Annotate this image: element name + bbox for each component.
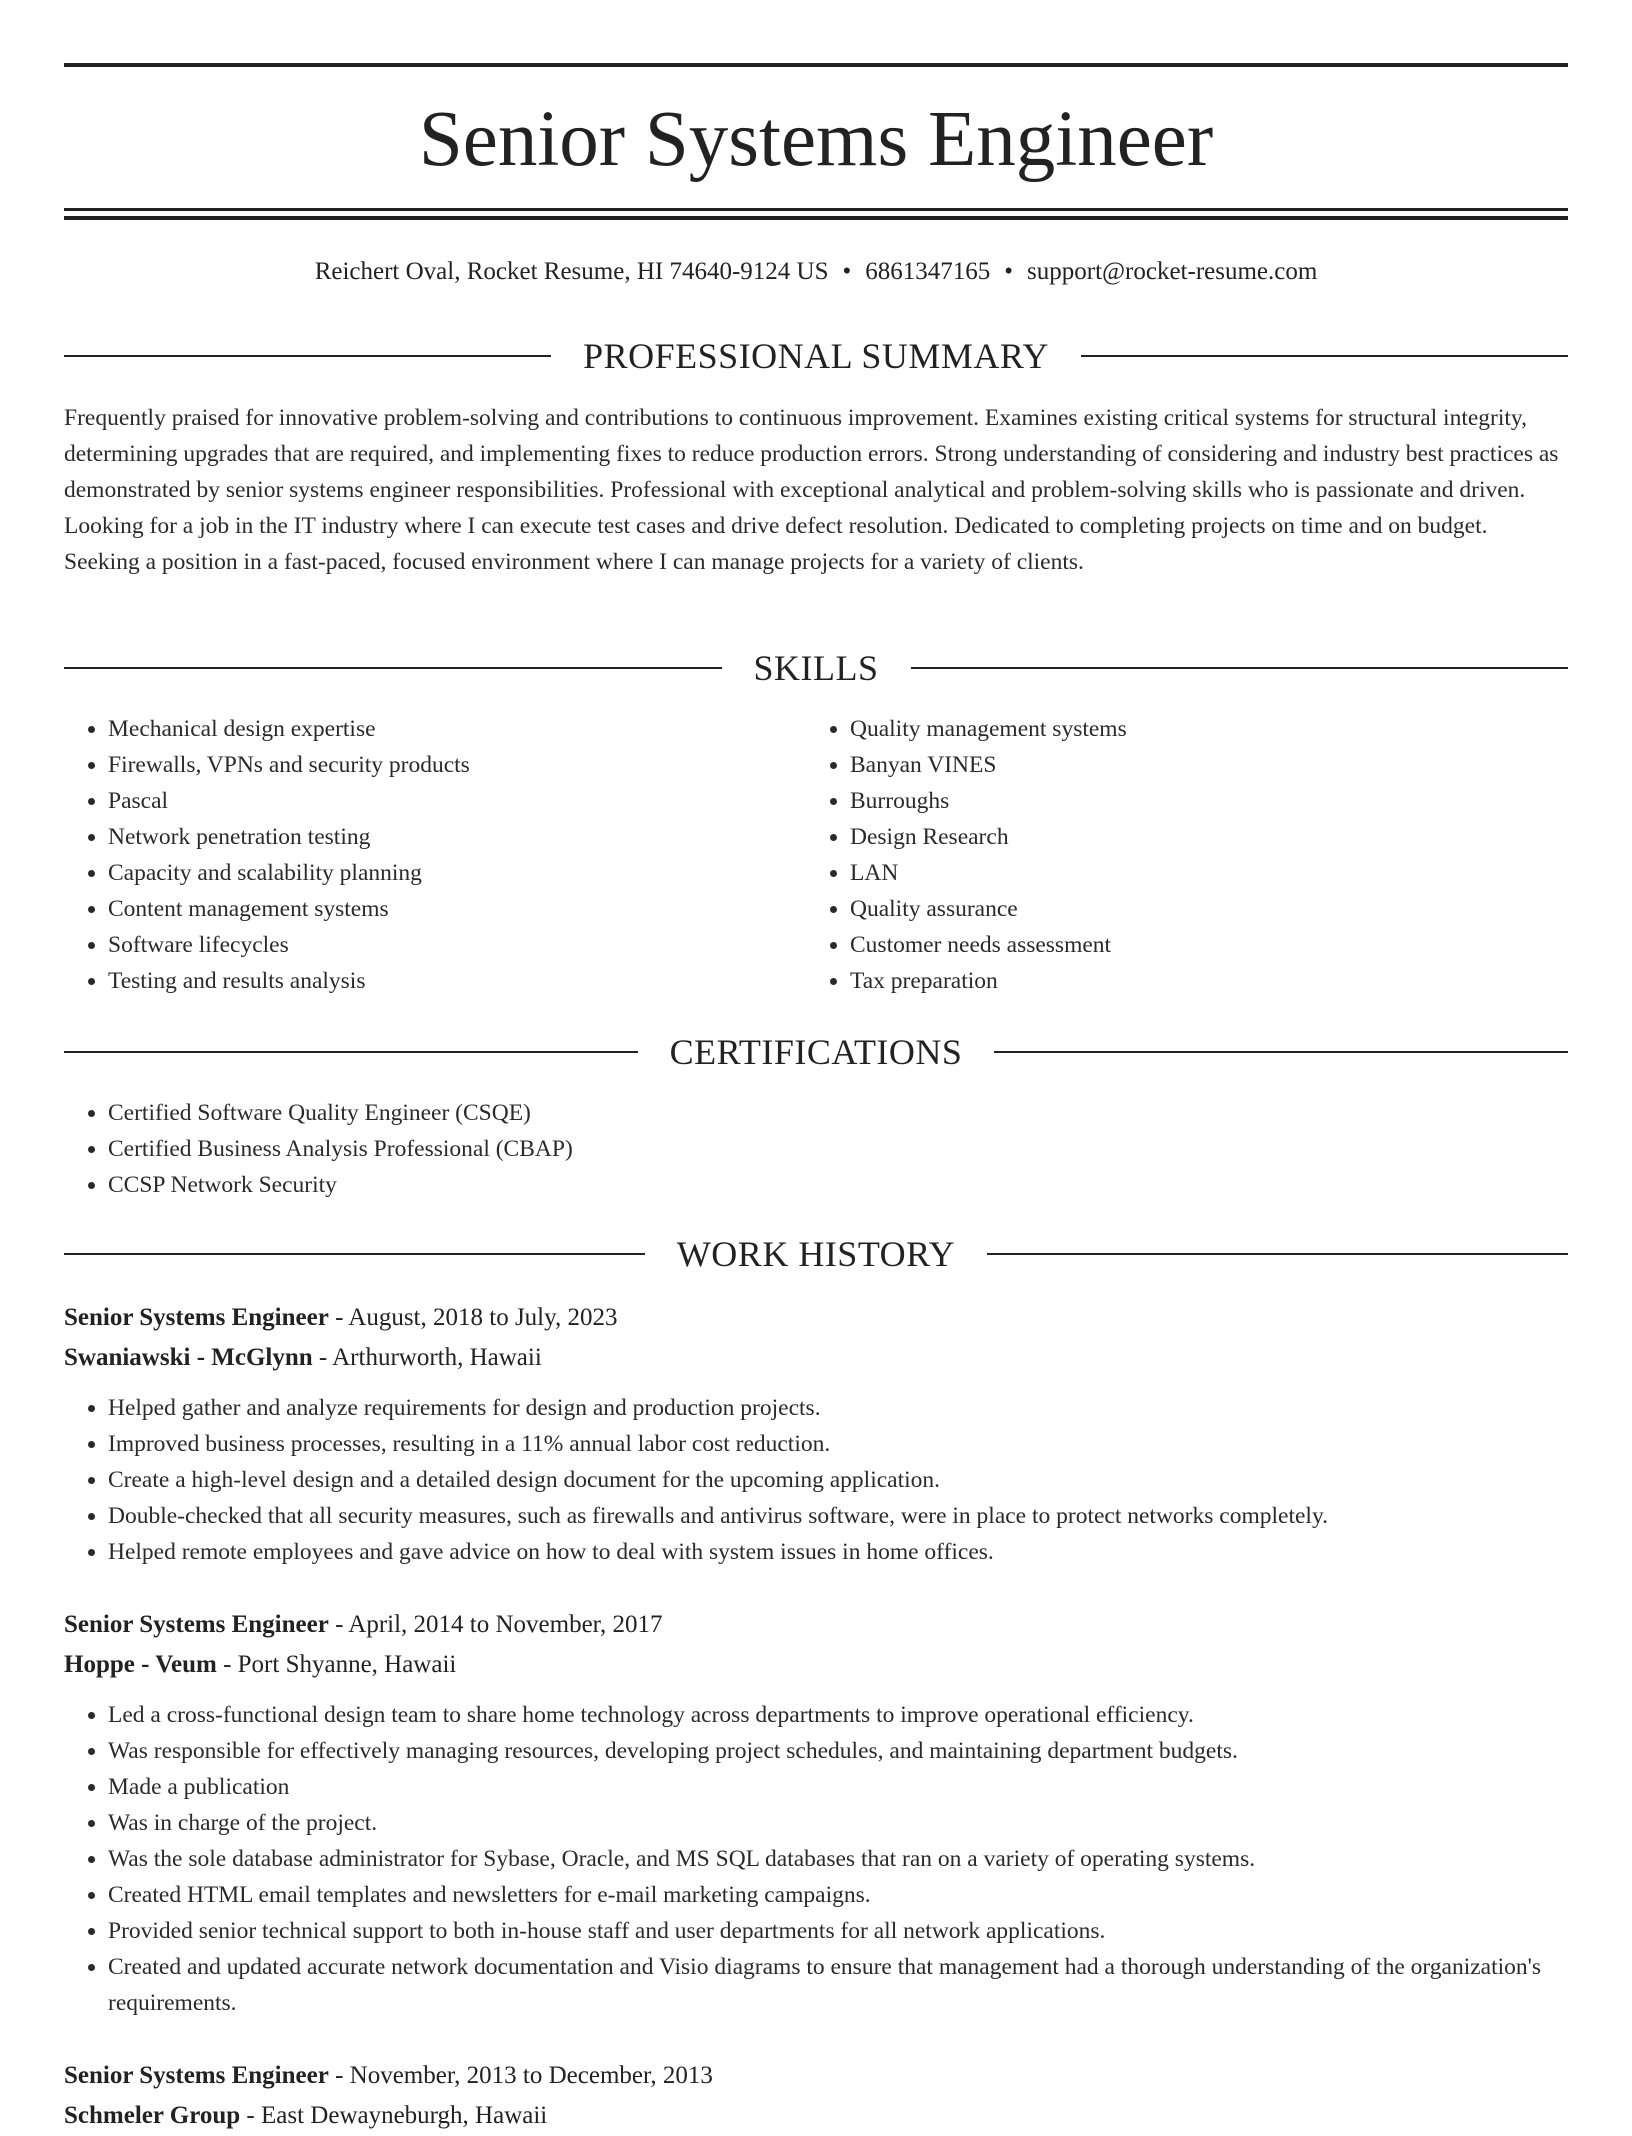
skills-column-right xyxy=(806,711,1546,999)
job-bullet: • Was in charge of the project. xyxy=(108,1805,1568,1841)
job-entry xyxy=(64,1298,1568,1570)
summary-heading-title: PROFESSIONAL SUMMARY xyxy=(583,336,1049,376)
contact-phone: 6861347165 xyxy=(865,258,991,285)
certification-item: • CCSP Network Security xyxy=(108,1167,1568,1203)
summary-heading xyxy=(64,334,1568,378)
job-title-line xyxy=(64,2056,1568,2096)
top-rule xyxy=(64,63,1568,67)
job-location: - East Dewayneburgh, Hawaii xyxy=(240,2102,548,2129)
heading-rule xyxy=(987,1253,1568,1255)
job-company-line xyxy=(64,2096,1568,2136)
job-bullet: • Created HTML email templates and newsletters for e-mail marketing campaigns. xyxy=(108,1877,1568,1913)
skill-item: • Capacity and scalability planning xyxy=(108,855,804,891)
job-bullet: • Created and updated accurate network documentation and Visio diagrams to ensure that management had a thorough understanding of the organization's requirements. xyxy=(108,1949,1568,2021)
job-title-line xyxy=(64,1298,1568,1338)
skill-item: • Content management systems xyxy=(108,891,804,927)
job-bullet: • Provided senior technical support to both in-house staff and user departments for all network applications. xyxy=(108,1913,1568,1949)
job-location: - Arthurworth, Hawaii xyxy=(312,1344,542,1371)
job-entry xyxy=(64,2056,1568,2136)
job-company-line xyxy=(64,1338,1568,1378)
contact-email: support@rocket-resume.com xyxy=(1027,258,1318,285)
certification-item: • Certified Software Quality Engineer (CSQE) xyxy=(108,1095,1568,1131)
job-bullet: • Made a publication xyxy=(108,1769,1568,1805)
job-company: Schmeler Group xyxy=(64,2102,241,2129)
heading-rule xyxy=(64,667,722,669)
skill-item: • Design Research xyxy=(850,819,1546,855)
job-bullet: • Was the sole database administrator for Sybase, Oracle, and MS SQL databases that ran on a variety of operating systems. xyxy=(108,1841,1568,1877)
skill-item: • Tax preparation xyxy=(850,963,1546,999)
job-bullets xyxy=(64,1390,1568,1570)
skill-item: • LAN xyxy=(850,855,1546,891)
skills-column-left xyxy=(64,711,804,999)
heading-rule xyxy=(1081,355,1568,357)
job-company: Hoppe - Veum xyxy=(64,1651,217,1678)
summary-text: Frequently praised for innovative problem-solving and contributions to continuous improvement. Examines existing critical systems for structural integrity, determining upgrades that are required, and implementing fixes to reduce production errors. Strong understanding of considering and industry best practices as demonstrated by senior systems engineer responsibilities. Professional with exceptional analytical and problem-solving skills who is passionate and driven. Looking for a job in the IT industry where I can execute test cases and drive defect resolution. Dedicated to completing projects on time and on budget. Seeking a position in a fast-paced, focused environment where I can manage projects for a variety of clients. xyxy=(64,405,1559,575)
job-bullet: • Improved business processes, resulting in a 11% annual labor cost reduction. xyxy=(108,1426,1568,1462)
work-history-heading-title: WORK HISTORY xyxy=(676,1234,956,1274)
contact-separator: • xyxy=(1004,258,1014,285)
contact-line xyxy=(64,254,1568,290)
heading-rule xyxy=(911,667,1569,669)
skill-item: • Quality assurance xyxy=(850,891,1546,927)
certifications-heading-title: CERTIFICATIONS xyxy=(669,1032,963,1072)
skill-item: • Banyan VINES xyxy=(850,747,1546,783)
job-title: Senior Systems Engineer xyxy=(64,1304,329,1331)
work-history-heading xyxy=(64,1232,1568,1276)
skill-item: • Burroughs xyxy=(850,783,1546,819)
job-bullet: • Helped remote employees and gave advice on how to deal with system issues in home offices. xyxy=(108,1534,1568,1570)
skill-item: • Testing and results analysis xyxy=(108,963,804,999)
job-company: Swaniawski - McGlynn xyxy=(64,1344,313,1371)
job-location: - Port Shyanne, Hawaii xyxy=(216,1651,457,1678)
contact-address: Reichert Oval, Rocket Resume, HI 74640-9124 US xyxy=(314,258,829,285)
certifications-heading xyxy=(64,1030,1568,1074)
skill-item: • Quality management systems xyxy=(850,711,1546,747)
job-dates: - November, 2013 to December, 2013 xyxy=(328,2062,713,2089)
skill-item: • Software lifecycles xyxy=(108,927,804,963)
job-bullet: • Led a cross-functional design team to share home technology across departments to improve operational efficiency. xyxy=(108,1697,1568,1733)
heading-rule xyxy=(994,1051,1568,1053)
certifications-list xyxy=(64,1095,1568,1203)
skill-item: • Mechanical design expertise xyxy=(108,711,804,747)
job-dates: - August, 2018 to July, 2023 xyxy=(328,1304,618,1331)
job-entry xyxy=(64,1605,1568,2021)
contact-separator: • xyxy=(842,258,852,285)
resume-name: Senior Systems Engineer xyxy=(418,96,1214,183)
header-rule-upper xyxy=(64,208,1568,211)
job-company-line xyxy=(64,1645,1568,1685)
skill-item: • Pascal xyxy=(108,783,804,819)
skill-item: • Network penetration testing xyxy=(108,819,804,855)
job-bullet: • Create a high-level design and a detailed design document for the upcoming application. xyxy=(108,1462,1568,1498)
skills-heading-title: SKILLS xyxy=(753,648,879,688)
skill-item: • Customer needs assessment xyxy=(850,927,1546,963)
certification-item: • Certified Business Analysis Professional (CBAP) xyxy=(108,1131,1568,1167)
job-bullet: • Double-checked that all security measures, such as firewalls and antivirus software, were in place to protect networks completely. xyxy=(108,1498,1568,1534)
job-bullets xyxy=(64,1697,1568,2021)
job-title: Senior Systems Engineer xyxy=(64,1611,329,1638)
heading-rule xyxy=(64,1051,638,1053)
job-bullet: • Helped gather and analyze requirements for design and production projects. xyxy=(108,1390,1568,1426)
heading-rule xyxy=(64,1253,645,1255)
job-title-line xyxy=(64,1605,1568,1645)
heading-rule xyxy=(64,355,551,357)
header-rule-lower xyxy=(64,216,1568,220)
job-title: Senior Systems Engineer xyxy=(64,2062,329,2089)
job-bullet: • Was responsible for effectively managing resources, developing project schedules, and maintaining department budgets. xyxy=(108,1733,1568,1769)
skill-item: • Firewalls, VPNs and security products xyxy=(108,747,804,783)
job-dates: - April, 2014 to November, 2017 xyxy=(328,1611,663,1638)
skills-heading xyxy=(64,646,1568,690)
